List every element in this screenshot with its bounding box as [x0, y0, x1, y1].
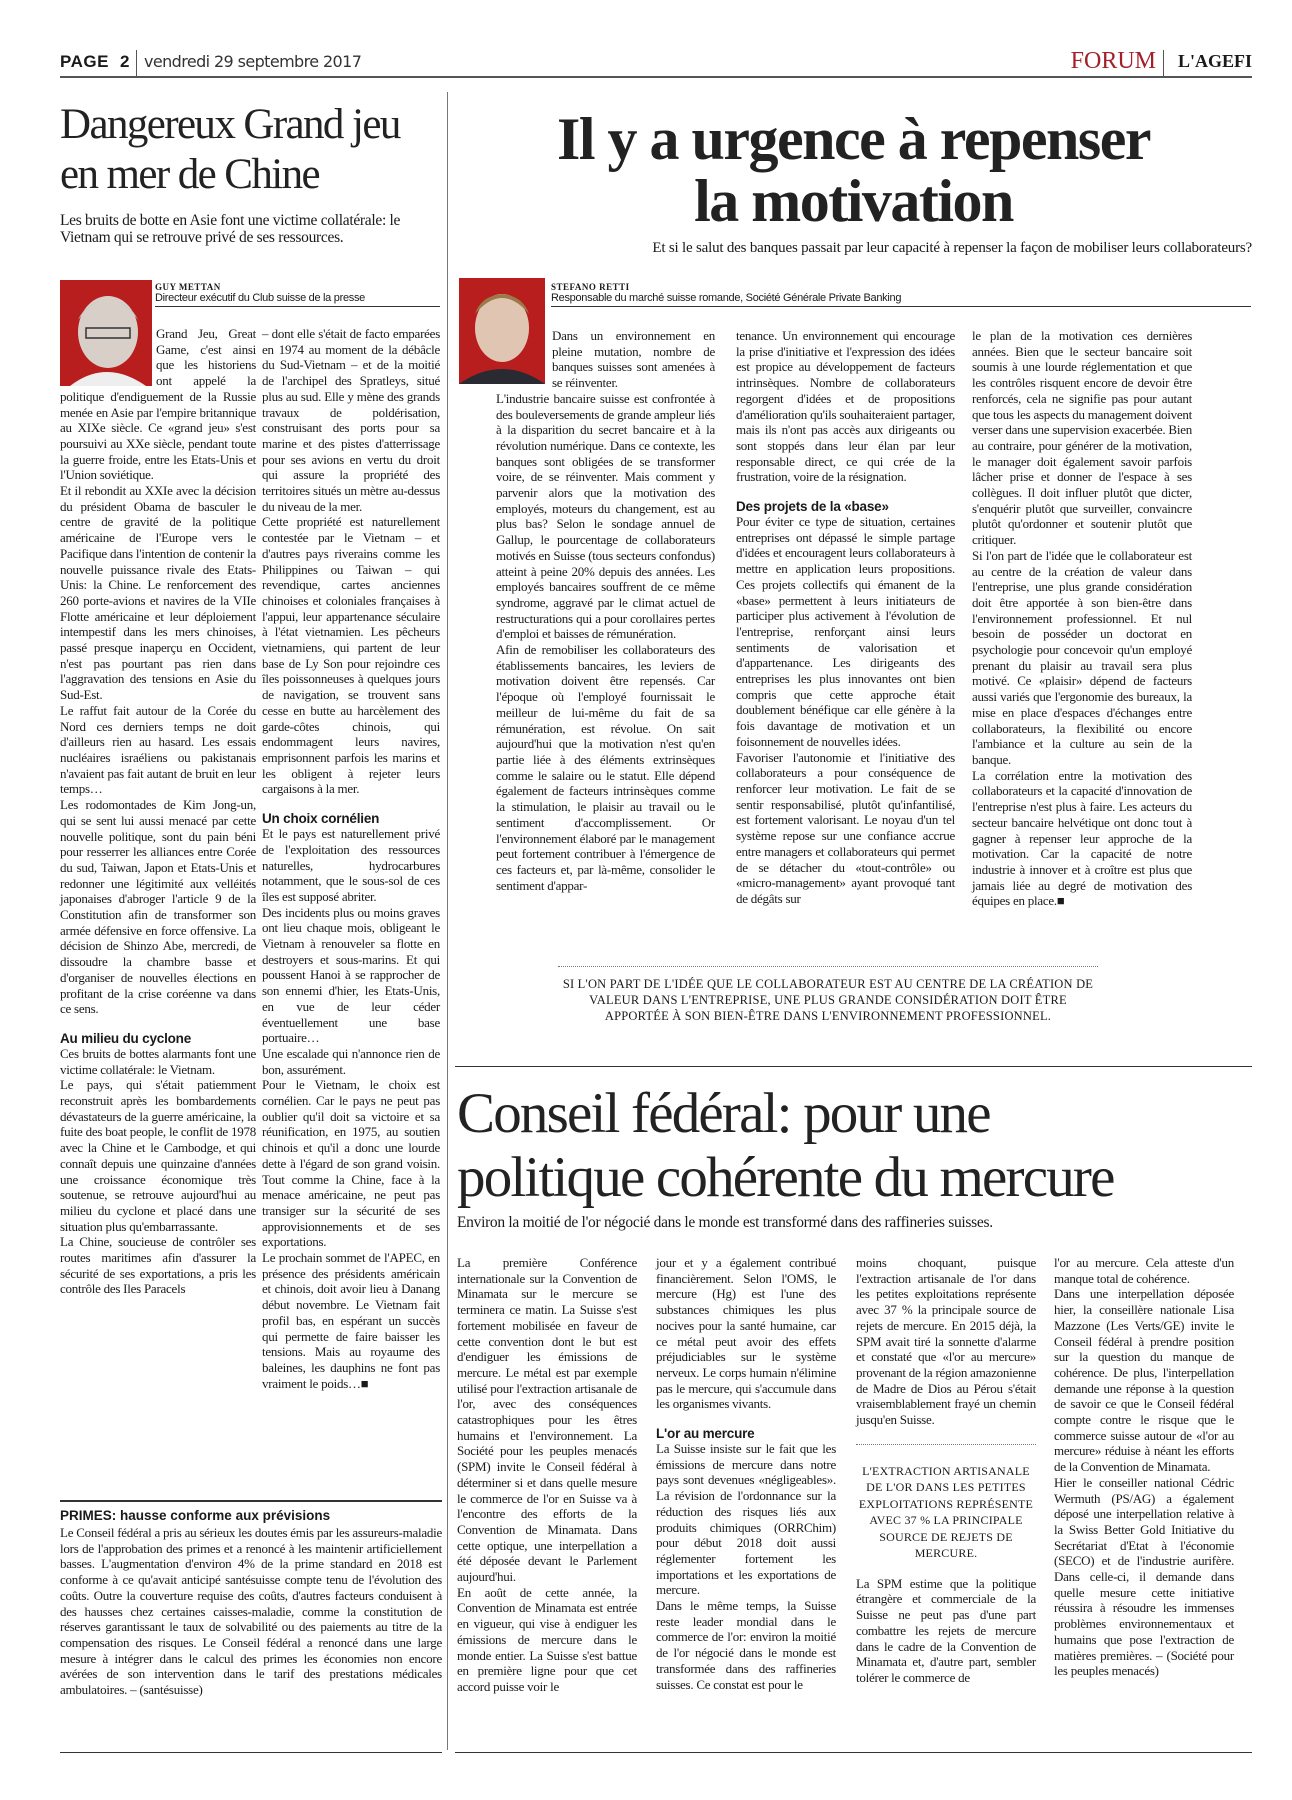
- paragraph: Le prochain sommet de l'APEC, en présence des présidents américain et chinois, doit avoir lieu à Danang début novembre. Le Vietnam fait profil bas, en espérant un succès qui permette de faire baisser les tensions. Mais au royaume des baleines, les dauphins ne font pas vraiment le poids…■: [262, 1250, 440, 1391]
- paragraph: jour et y a également contribué financièrement. Selon l'OMS, le mercure (Hg) est l'une des substances chimiques les plus nocives pour la santé humaine, car ce métal peut avoir des effets préjudiciables sur le système nerveux. Le corps humain n'élimine pas le mercure, qui s'accumule dans les organismes vivants.: [656, 1255, 836, 1412]
- paragraph: Grand Jeu, Great Game, c'est ainsi que les historiens ont appelé la politique d'endiguement de la Russie menée en Asie par l'empire britannique au XIXe siècle. Ce «grand jeu» s'est poursuivi au XXe siècle, pendant toute la guerre froide, entre les Etats-Unis et l'Union soviétique.: [60, 326, 256, 483]
- news-brief: [60, 1500, 442, 1698]
- title-line: Dangereux Grand jeu: [60, 101, 400, 148]
- issue-date: vendredi 29 septembre 2017: [144, 52, 362, 71]
- article-main-header: [455, 108, 1252, 257]
- title-line: en mer de Chine: [60, 151, 319, 198]
- author-byline: [551, 282, 1251, 307]
- header-divider: [136, 50, 137, 76]
- paragraph: – dont elle s'était de facto emparées en 1974 au moment de la débâcle du Sud-Vietnam – et de la moitié de l'archipel des Spratleys, situé plus au sud. Elle y mène des grands travaux de poldérisation, construisant des ports pour sa marine et des pistes d'atterrissage pour ses avions en vertu du droit qui assure la propriété des territoires situés un mètre au-dessus du niveau de la mer.: [262, 326, 440, 514]
- brief-title: hausse conforme aux prévisions: [120, 1508, 331, 1523]
- paragraph: La Chine, soucieuse de contrôler ses routes maritimes afin d'assurer la sécurité de ses exportations, a pris les contrôle des Iles Paracels: [60, 1234, 256, 1297]
- subheading: Des projets de la «base»: [736, 499, 889, 515]
- article-left: [60, 100, 440, 246]
- paragraph: Le pays, qui s'était patiemment reconstruit après les bombardements dévastateurs de la guerre américaine, la fuite des boat people, le conflit de 1978 avec la Chine et le Cambodge, et qui connaît depuis une quinzaine d'années une croissance économique très soutenue, se retrouve aujourd'hui au milieu du cyclone et placé dans une situation plus qu'embarrassante.: [60, 1077, 256, 1234]
- author-name: STEFANO RETTI: [551, 282, 630, 292]
- article-title: [60, 100, 440, 200]
- paragraph: l'or au mercure. Cela atteste d'un manque total de cohérence.: [1054, 1255, 1234, 1286]
- subheading: Au milieu du cyclone: [60, 1030, 192, 1046]
- article-column: [262, 326, 440, 1391]
- article-lead: Les bruits de botte en Asie font une victime collatérale: le Vietnam qui se retrouve privé de ses ressources.: [60, 212, 401, 246]
- brief-heading: [60, 1508, 442, 1523]
- pull-quote-rule: [856, 1444, 1036, 1445]
- article-lead: Et si le salut des banques passait par leur capacité à repenser la façon de mobiliser leurs collaborateurs?: [652, 240, 1252, 256]
- paragraph: Dans une interpellation déposée hier, la conseillère nationale Lisa Mazzone (Les Verts/GE) invite le Conseil fédéral à prendre position sur la question du manque de cohérence. De plus, l'interpellation demande une réponse à la question de savoir ce que le Conseil fédéral compte contre le risque que le commerce suisse autour de «l'or au mercure» réduise à néant les efforts de la Convention de Minamata.: [1054, 1286, 1234, 1475]
- subheading: L'or au mercure: [656, 1426, 755, 1442]
- paragraph: moins choquant, puisque l'extraction artisanale de l'or dans les petites exploitations représente avec 37 % la principale source de rejets de mercure. En 2015 déjà, la SPM avait tiré la sonnette d'alarme et constaté que «l'or au mercure» provenant de la région amazonienne de Madre de Dios au Pérou s'était vraisemblablement frayé un chemin jusqu'en Suisse.: [856, 1255, 1036, 1428]
- paragraph: Si l'on part de l'idée que le collaborateur est au centre de la création de valeur dans l'entreprise, une plus grande considération doit être apportée à son bien-être dans l'environnement professionnel. Et nul besoin de posséder un doctorat en psychologie pour concevoir qu'un employé prenant du plaisir au travail sera plus motivé. Ce «plaisir» dépend de facteurs aussi variés que l'ergonomie des bureaux, la mise en place d'espaces d'échanges entre collaborateurs, la flexibilité ou encore l'ambiance et la culture au sein de la banque.: [972, 547, 1192, 767]
- paragraph: Cette propriété est naturellement contestée par le Vietnam – et d'autres pays riverains comme les Philippines ou Taiwan – qui revendique, cartes anciennes chinoises et coloniales françaises à l'appui, leur appartenance séculaire à l'état vietnamien. Les pêcheurs vietnamiens, qui partent de leur base de Ly Son pour rejoindre ces îles poissonneuses à quelques jours de navigation, se trouvent sans cesse en butte au harcèlement des garde-côtes chinois, qui endommagent leurs navires, emprisonnent parfois les marins et les obligent à rejeter leurs cargaisons à la mer.: [262, 514, 440, 797]
- paragraph: La corrélation entre la motivation des collaborateurs et la capacité d'innovation de l'entreprise n'est plus à faire. Les acteurs du secteur bancaire helvétique ont donc tout à gagner à repenser leur approche de la motivation. Car la capacité de notre industrie à innover et à croître est plus que jamais liée au degré de motivation des équipes en place.■: [972, 767, 1192, 909]
- article-title: [455, 108, 1252, 232]
- page-number: 2: [120, 52, 130, 71]
- paragraph: Ces bruits de bottes alarmants font une victime collatérale: le Vietnam.: [60, 1045, 256, 1077]
- title-line: la motivation: [694, 168, 1013, 234]
- paragraph: Les rodomontades de Kim Jong-un, qui se sent lui aussi menacé par cette nouvelle politique, sont du pain béni pour resserrer les alliances entre Corée du sud, Taiwan, Japon et Etats-Unis et redonner une légitimité aux velléités japonaises d'abroger l'article 9 de la Constitution afin de transformer son armée défensive en force offensive. La décision de Shinzo Abe, mercredi, de dissoudre la chambre basse et d'organiser de nouvelles élections en profitant de la crise coréenne va dans ce sens.: [60, 797, 256, 1017]
- author-name: GUY METTAN: [155, 282, 221, 292]
- title-line: Il y a urgence à repenser: [557, 106, 1150, 172]
- paragraph: En août de cette année, la Convention de Minamata est entrée en vigueur, qui vise à endiguer les émissions de mercure dans le monde entier. La Suisse s'est battue en première ligne pour que cet accord puisse voir le: [457, 1584, 637, 1694]
- paragraph: Pour éviter ce type de situation, certaines entreprises ont dépassé le simple partage d'idées et encouragent leurs collaborateurs à mettre en application leurs propositions. Ces projets collectifs qui émanent de la «base» permettent à leurs initiateurs de participer plus activement à l'évolution de l'entreprise, renforçant ainsi leurs sentiments de valorisation et d'appartenance. Les dirigeants des entreprises les plus innovantes ont bien compris que cette approche était doublement bénéfique car elle génère à la fois davantage de motivation et un foisonnement de nouvelles idées.: [736, 514, 955, 749]
- article-column: [60, 326, 256, 1297]
- article-column: [856, 1255, 1036, 1686]
- paragraph: La SPM estime que la politique étrangère et commerciale de la Suisse ne peut pas d'une part combattre les rejets de mercure dans le cadre de la Convention de Minamata et, d'autre part, sembler tolérer le commerce de: [856, 1575, 1036, 1685]
- paragraph: La première Conférence internationale sur la Convention de Minamata sur le mercure se terminera ce matin. La Suisse s'est fortement mobilisée en faveur de cette convention dont le but est d'endiguer les émissions de mercure. Le métal est par exemple utilisé pour l'extraction artisanale de l'or, avec des conséquences catastrophiques pour les êtres humains et l'environnement. La Société pour les peuples menacés (SPM) invite le Conseil fédéral à déterminer si et dans quelle mesure le commerce de l'or en Suisse va à l'encontre des efforts de la Convention de Minamata. Dans cette optique, une interpellation a été déposée devant le Parlement aujourd'hui.: [457, 1255, 637, 1585]
- title-line: Conseil fédéral: pour une: [457, 1082, 990, 1145]
- paragraph: tenance. Un environnement qui encourage la prise d'initiative et l'expression des idées est propice au développement de facteurs intrinsèques. Nombre de collaborateurs regorgent d'idées et de propositions d'amélioration qu'ils souhaiteraient partager, mais ils n'ont pas accès aux dirigeants ou sont stoppés dans leur élan par leur responsable direct, ce qui crée de la frustration, voire de la résignation.: [736, 328, 955, 485]
- paragraph: Afin de remobiliser les collaborateurs des établissements bancaires, les leviers de motivation doivent être repensés. Car l'époque où l'employé fournissait le meilleur de lui-même du fait de sa rémunération, est révolue. On sait aujourd'hui que la motivation n'est qu'en partie liée à des éléments extrinsèques comme le salaire ou le statut. Elle dépend également de facteurs intrinsèques comme la stimulation, le plaisir au travail ou le sentiment d'accomplissement. Or l'environnement élaboré par le management peut fortement contribuer à l'émergence de ces facteurs et, par là-même, consolider le sentiment d'appar-: [496, 642, 715, 893]
- pull-quote: SI L'ON PART DE L'IDÉE QUE LE COLLABORATEUR EST AU CENTRE DE LA CRÉATION DE VALEUR DANS L'ENTREPRISE, UNE PLUS GRANDE CONSIDÉRATION DOIT ÊTRE APPORTÉE À SON BIEN-ÊTRE DANS L'ENVIRONNEMENT PROFESSIONNEL.: [562, 977, 1094, 1023]
- column-divider: [447, 92, 448, 1750]
- article-column: [972, 328, 1192, 909]
- paragraph: Des incidents plus ou moins graves ont lieu chaque mois, obligeant le Vietnam à renouveler sa flotte en destroyers et sous-marins. Et qui poussent Hanoi à se rapprocher de son ennemi d'hier, les Etats-Unis, en vue de leur céder éventuellement une base portuaire…: [262, 904, 440, 1046]
- paragraph: Dans un environnement en pleine mutation, nombre de banques suisses sont amenées à se réinventer.: [552, 328, 715, 391]
- paragraph: le plan de la motivation ces dernières années. Bien que le secteur bancaire soit soumis à une lourde réglementation et que les contrôles risquent encore de devoir être renforcés, cela ne signifie pas pour autant que tous les aspects du management doivent verser dans une supervision exacerbée. Bien au contraire, pour générer de la motivation, le manager doit également savoir parfois lâcher prise et donner de l'espace à ses collègues. Il doit influer plutôt que dicter, s'enquérir plutôt que surveiller, convaincre plutôt qu'ordonner et soutenir plutôt que critiquer.: [972, 328, 1192, 548]
- section-rule: [455, 1066, 1252, 1067]
- article-column: [1054, 1255, 1234, 1679]
- article-column: [457, 1255, 637, 1695]
- pull-quote: L'EXTRACTION ARTISANALE DE L'OR DANS LES PETITES EXPLOITATIONS REPRÉSENTE AVEC 37 % LA PRINCIPALE SOURCE DE REJETS DE MERCURE.: [858, 1463, 1034, 1561]
- photo-spacer: [496, 328, 552, 390]
- paragraph: Une escalade qui n'annonce rien de bon, assurément.: [262, 1045, 440, 1077]
- header-divider: [1163, 50, 1164, 76]
- brief-body: Le Conseil fédéral a pris au sérieux les doutes émis par les assureurs-maladie lors de l'approbation des primes et a renoncé à les maintenir artificiellement basses. L'augmentation d'environ 4% de la prime standard en 2018 est conforme à ce qu'avait anticipé santésuisse compte tenu de l'évolution des coûts. Outre la couverture requise des coûts, d'autres facteurs conduisent à des hausses chez certaines caisses-maladie, comme la constitution de réserves garantissant le taux de solvabilité ou des paiements au titre de la compensation des risques. Le Conseil fédéral a renoncé dans une large mesure à intégrer dans le calcul des primes les économies non encore avérées de son intervention dans le tarif des prestations médicales ambulatoires. – (santésuisse): [60, 1525, 442, 1698]
- paragraph: Dans le même temps, la Suisse reste leader mondial dans le commerce de l'or: environ la moitié de l'or négocié dans le monde est transformée dans des raffineries suisses. Ce constat est pour le: [656, 1598, 836, 1692]
- page-header: [60, 50, 1252, 78]
- subheading: Un choix cornélien: [262, 811, 380, 827]
- paragraph: Favoriser l'autonomie et l'initiative des collaborateurs a pour conséquence de renforcer leur motivation. Le fait de se sentir responsabilisé, plutôt qu'infantilisé, est fortement valorisant. Le noyau d'un tel système repose sur une confiance accrue entre managers et collaborateurs qui permet de se détacher du «tout-contrôle» ou «micro-management» ayant provoqué tant de dégâts sur: [736, 749, 955, 906]
- article-column: [656, 1255, 836, 1692]
- paragraph: Hier le conseiller national Cédric Wermuth (PS/AG) a également déposé une interpellation relative à la Swiss Better Gold Initiative du Secrétariat d'Etat à l'économie (SECO) et de l'industrie aurifère. Dans celle-ci, il demande dans quelle mesure cette initiative réussira à résoudre les immenses problèmes environnementaux et humains que pose l'extraction de matières premières. – (Société pour les peuples menacés): [1054, 1474, 1234, 1679]
- paragraph: Et il rebondit au XXIe avec la décision du président Obama de basculer le centre de gravité de la politique américaine de l'Europe vers le Pacifique dans l'intention de contenir la nouvelle puissance rivale des Etats-Unis: la Chine. Le renforcement des 260 porte-avions et navires de la VIIe Flotte américaine et leur déploiement intempestif dans les mers chinoises, passé presque inaperçu en Occident, n'est pas pourtant pas rien dans l'aggravation des tensions en Asie du Sud-Est.: [60, 483, 256, 703]
- paragraph: Pour le Vietnam, le choix est cornélien. Car le pays ne peut pas oublier qu'il doit sa victoire et sa réunification, en 1975, au soutien chinois et qu'il a donc une lourde dette à l'égard de son grand voisin. Tout comme la Chine, face à la menace américaine, ne peut pas transiger sur la sécurité de ses approvisionnements et de ses exportations.: [262, 1077, 440, 1250]
- publication-logo: L'AGEFI: [1177, 51, 1252, 71]
- paragraph: L'industrie bancaire suisse est confrontée à des bouleversements de grande ampleur liés à la disparition du secret bancaire et à la révolution numérique. Dans ce contexte, les banques sont obligées de se transformer voire, de se réinventer. Mais comment y parvenir alors que la motivation des employés, moteurs du changement, est au plus bas? Selon le sondage annuel de Gallup, le pourcentage de collaborateurs motivés en Suisse (tous secteurs confondus) atteint à peine 20% depuis des années. Les employés bancaires souffrent de ce même syndrome, aggravé par le climat actuel de restructurations qui a pour corollaires pertes d'emploi et baisses de rémunération.: [496, 390, 715, 642]
- article-lower-header: [457, 1082, 1252, 1232]
- brief-kicker: PRIMES:: [60, 1508, 117, 1523]
- article-column: [496, 328, 715, 893]
- title-line: politique cohérente du mercure: [457, 1146, 1114, 1209]
- brief-bottom-rule: [60, 1752, 442, 1753]
- lower-bottom-rule: [455, 1752, 1252, 1753]
- pull-quote-rule: [558, 966, 1098, 967]
- paragraph: La Suisse insiste sur le fait que les émissions de mercure dans notre pays sont devenues «négligeables». La révision de l'ordonnance sur la réduction des risques liés aux produits chimiques (ORRChim) pour début 2018 doit aussi réglementer fortement les importations et les exportations de mercure.: [656, 1441, 836, 1598]
- paragraph: Le raffut fait autour de la Corée du Nord ces derniers temps ne doit d'ailleurs rien au hasard. Les essais nucléaires israéliens ou pakistanais n'avaient pas fait autant de bruit en leur temps…: [60, 702, 256, 797]
- section-name: FORUM: [1070, 48, 1156, 74]
- photo-spacer: [60, 326, 156, 388]
- page-label: PAGE: [60, 52, 109, 71]
- article-lead: Environ la moitié de l'or négocié dans le monde est transformé dans des raffineries suisses.: [457, 1214, 993, 1231]
- author-byline: [155, 282, 440, 307]
- article-column: [736, 328, 955, 907]
- article-title: [457, 1082, 1252, 1210]
- paragraph: Et le pays est naturellement privé de l'exploitation des ressources naturelles, hydrocarbures notamment, que le sous-sol de ces îles est supposé abriter.: [262, 826, 440, 904]
- author-role: Directeur exécutif du Club suisse de la presse: [155, 292, 440, 307]
- author-role: Responsable du marché suisse romande, Société Générale Private Banking: [551, 292, 1251, 307]
